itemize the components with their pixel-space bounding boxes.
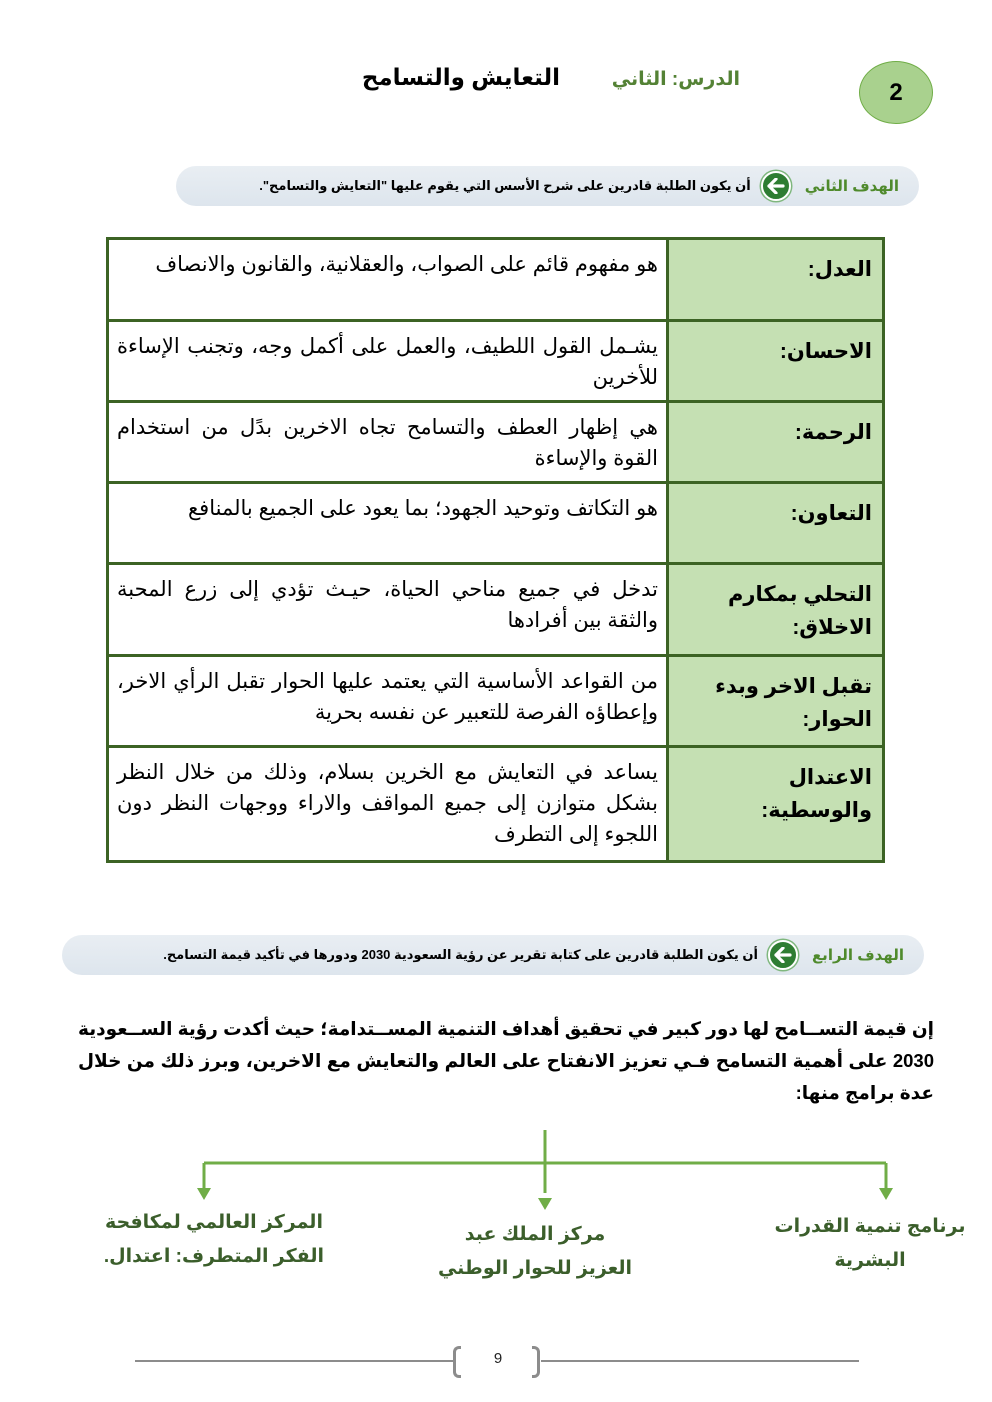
definition-cell: هو مفهوم قائم على الصواب، والعقلانية، والقانون والانصاف: [108, 239, 668, 321]
arrow-down-icon: [879, 1188, 893, 1200]
definition-cell: يشـمل القول اللطيف، والعمل على أكمل وجه، وتجنب الإساءة للأخرين: [108, 321, 668, 402]
lesson-label: الدرس: الثاني: [611, 69, 740, 90]
objective-text: أن يكون الطلبة قادرين على كتابة تقرير عن رؤية السعودية 2030 ودورها في تأكيد قيمة التسامح.: [163, 947, 758, 962]
objective-label: الهدف الثاني: [804, 178, 899, 195]
definition-cell: هو التكاتف وتوحيد الجهود؛ بما يعود على الجميع بالمنافع: [108, 483, 668, 564]
objective-text: أن يكون الطلبة قادرين على شرح الأسس التي يقوم عليها "التعايش والتسامح".: [259, 178, 751, 193]
term-cell: الرحمة:: [668, 402, 884, 483]
program-human-capability: برنامج تنمية القدرات البشرية: [774, 1216, 966, 1271]
bracket-open-icon: [453, 1346, 461, 1378]
term-cell: الاحسان:: [668, 321, 884, 402]
page-title: التعايش والتسامح: [361, 64, 560, 90]
term-cell: تقبل الاخر وبدء الحوار:: [668, 656, 884, 747]
arrow-down-icon: [197, 1188, 211, 1200]
definition-cell: من القواعد الأساسية التي يعتمد عليها الحوار تقبل الرأي الاخر، وإعطاؤه الفرصة للتعبير عن نفسه بحرية: [108, 656, 668, 747]
term-cell: التحلي بمكارم الاخلاق:: [668, 564, 884, 656]
term-cell: الاعتدال والوسطية:: [668, 747, 884, 862]
page-number: 9: [493, 1350, 503, 1367]
lesson-number: 2: [889, 78, 903, 106]
term-cell: التعاون:: [668, 483, 884, 564]
bracket-close-icon: [532, 1346, 540, 1378]
footer-divider-right: [541, 1360, 859, 1362]
definition-cell: يساعد في التعايش مع الخرين بسلام، وذلك من خلال النظر بشكل متوازن إلى جميع المواقف والاراء ووجهات النظر دون اللجوء إلى التطرف: [108, 747, 668, 862]
objective-label: الهدف الرابع: [811, 947, 904, 964]
program-etidal: المركز العالمي لمكافحة الفكر المتطرف: اعتدال.: [103, 1212, 324, 1267]
footer-divider-left: [135, 1360, 453, 1362]
arrow-down-icon: [538, 1198, 552, 1210]
definition-cell: هي إظهار العطف والتسامح تجاه الاخرين بدًل من استخدام القوة والإساءة: [108, 402, 668, 483]
definition-cell: تدخل في جميع مناحي الحياة، حيـث تؤدي إلى زرع المحبة والثقة بين أفرادها: [108, 564, 668, 656]
program-national-dialogue: مركز الملك عبد العزيز للحوار الوطني: [437, 1224, 633, 1279]
term-cell: العدل:: [668, 239, 884, 321]
vision-paragraph: إن قيمة التســامح لها دور كبير في تحقيق أهداف التنمية المســتدامة؛ حيث أكدت رؤية الســعودية 2030 على أهمية التسامح فـي تعزيز الانفتاح على العالم والتعايش مع الاخرين، وبرز ذلك من خلال عدة برامج منها:: [78, 1018, 934, 1103]
